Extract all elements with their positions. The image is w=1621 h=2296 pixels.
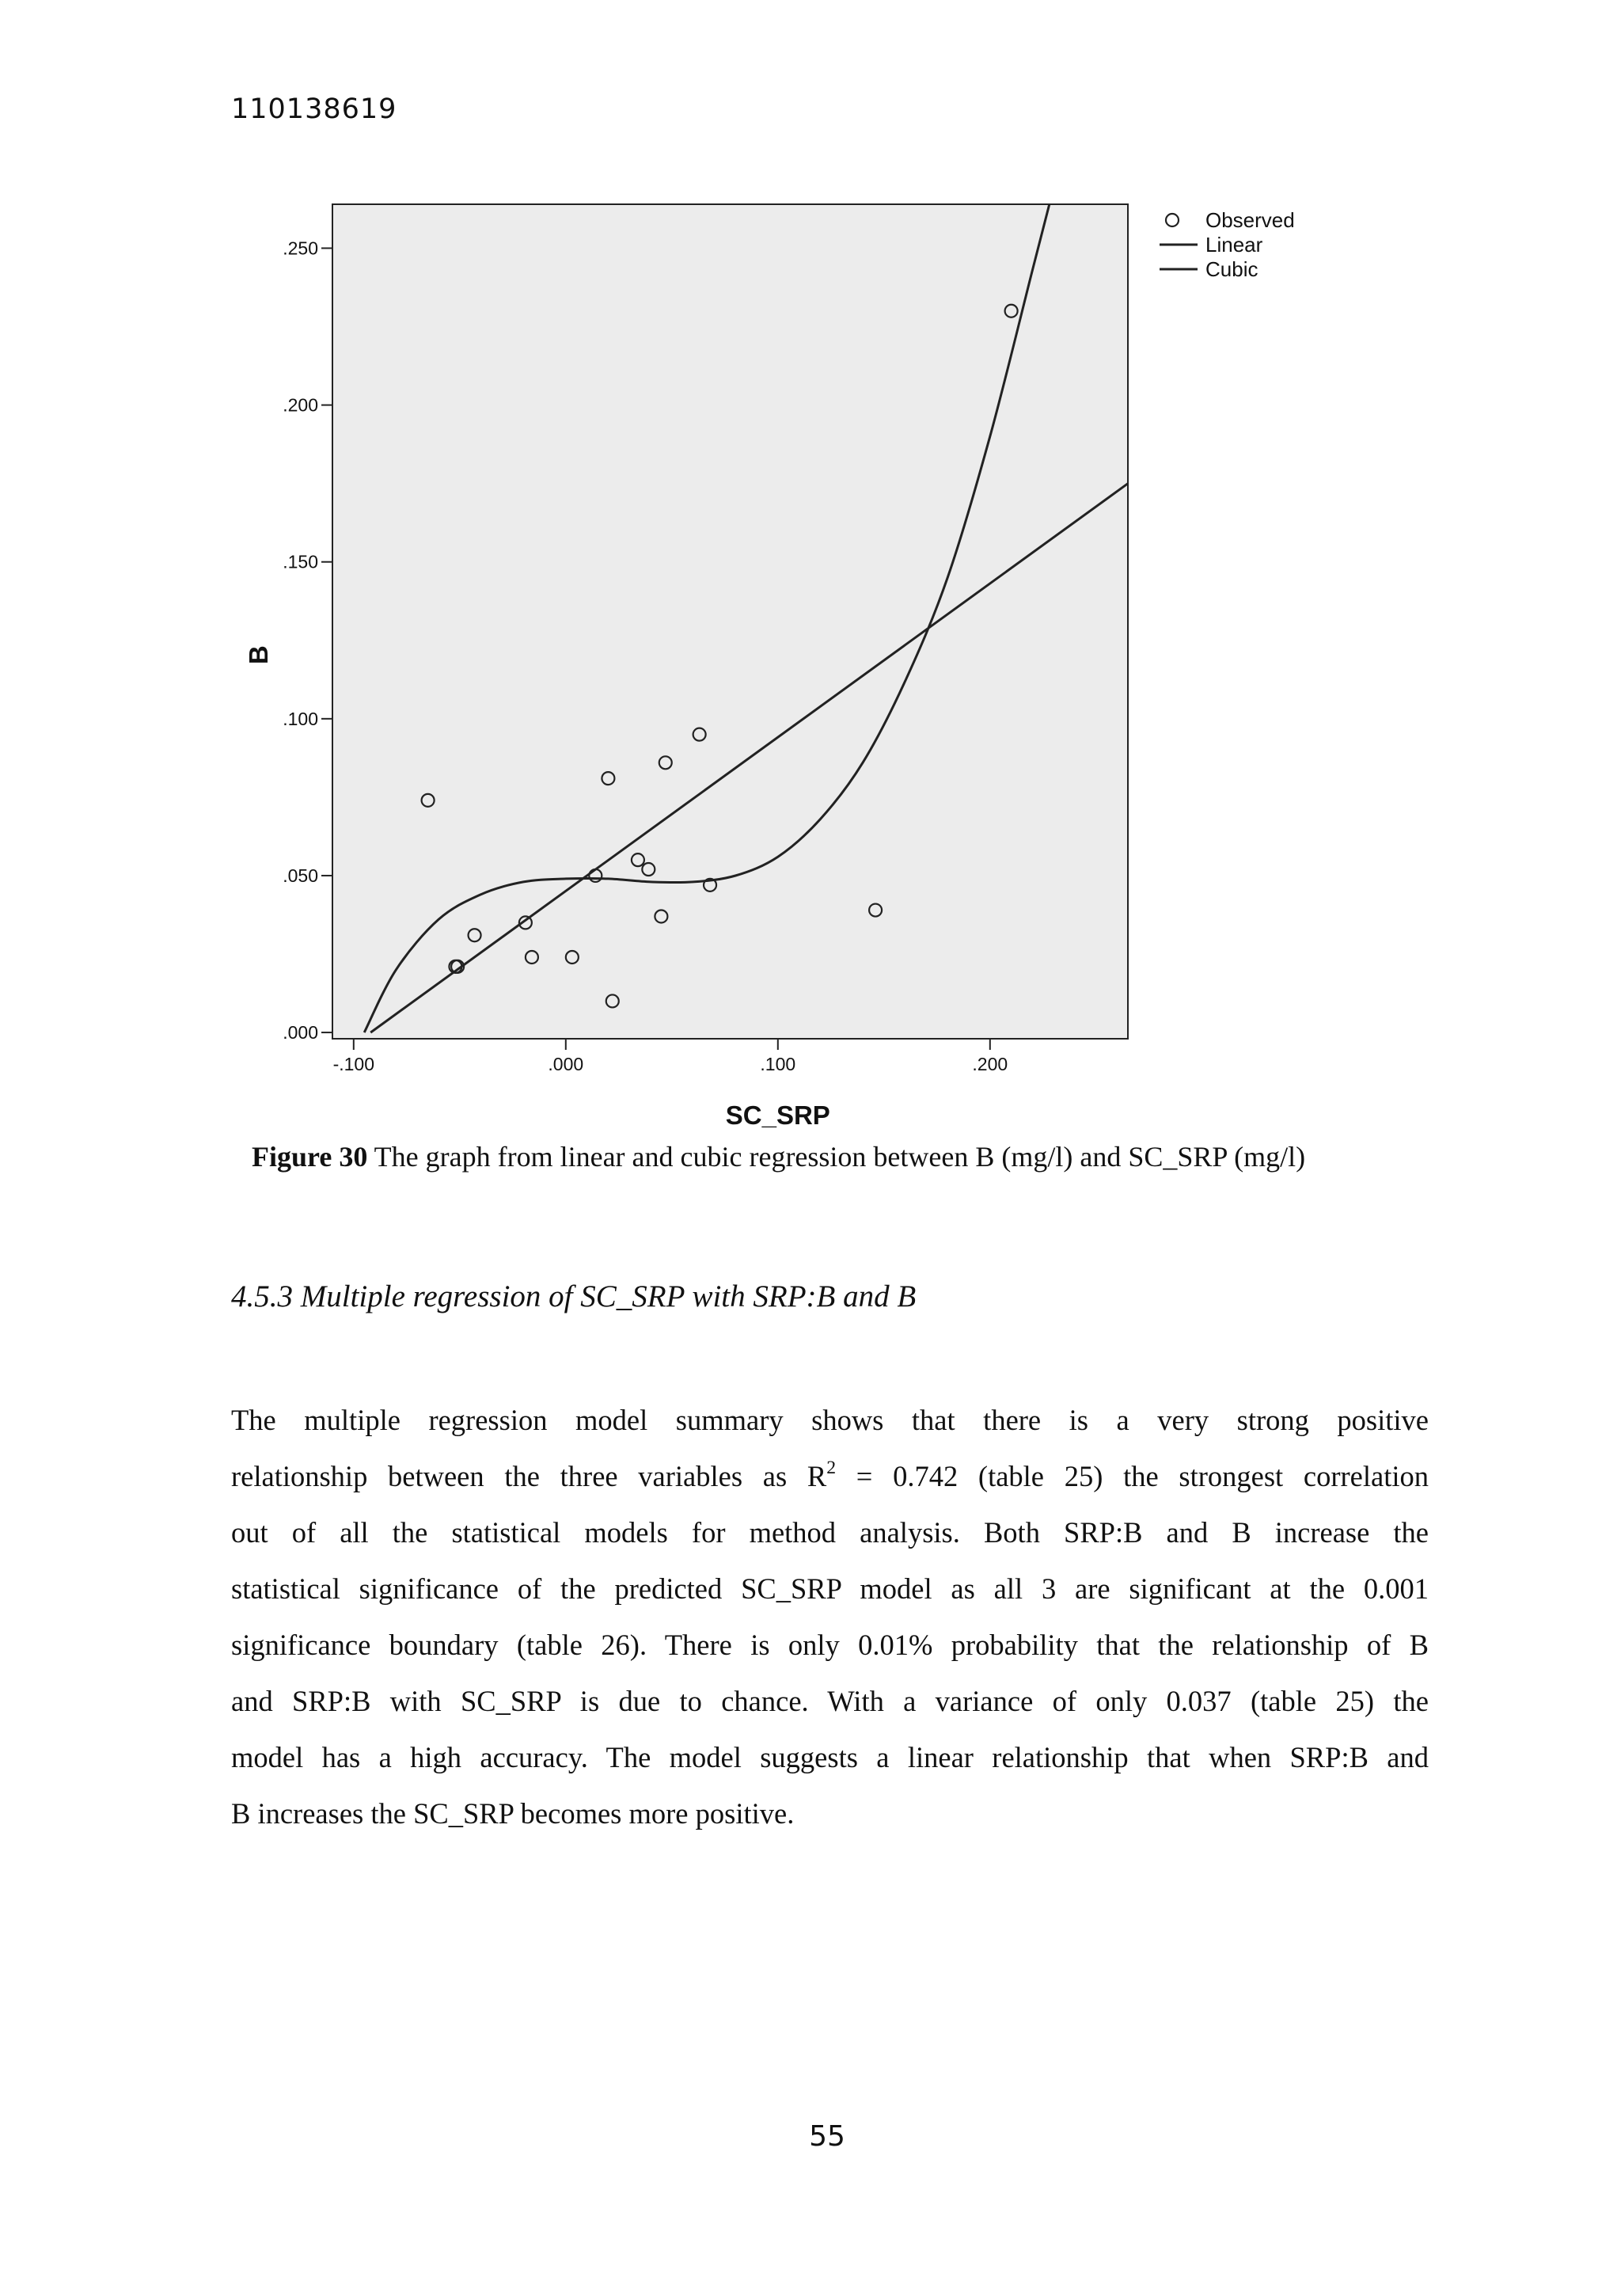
x-tick-label: .200	[972, 1054, 1008, 1074]
y-axis-title: B	[244, 645, 273, 665]
body-line: The multiple regression model summary shows that there is a very strong positive	[231, 1404, 1429, 1436]
page-number: 55	[809, 2120, 845, 2153]
legend-label: Observed	[1205, 208, 1295, 232]
figure-caption-text: The graph from linear and cubic regression between B (mg/l) and SC_SRP (mg/l)	[367, 1141, 1306, 1173]
body-text: = 0.742 (table 25) the strongest correlation	[836, 1460, 1429, 1492]
legend-observed-marker	[1166, 214, 1179, 226]
plot-area	[332, 204, 1128, 1039]
x-tick-label: .100	[760, 1054, 796, 1074]
y-tick-label: .050	[283, 865, 318, 886]
body-line	[231, 1448, 1429, 1504]
body-line: out of all the statistical models for method analysis. Both SRP:B and B increase the	[231, 1516, 1429, 1549]
body-paragraph	[231, 1392, 1429, 1842]
body-line: and SRP:B with SC_SRP is due to chance. With a variance of only 0.037 (table 25) the	[231, 1685, 1429, 1717]
body-line: B increases the SC_SRP becomes more positive.	[231, 1797, 795, 1830]
x-tick-label: -.100	[332, 1054, 375, 1074]
body-line: significance boundary (table 26). There is only 0.01% probability that the relationship of B	[231, 1629, 1429, 1661]
figure-caption	[252, 1140, 1439, 1173]
legend-label: Linear	[1205, 233, 1263, 257]
y-tick-label: .000	[283, 1022, 318, 1043]
figure-label: Figure 30	[252, 1141, 368, 1173]
body-line: statistical significance of the predicted SC_SRP model as all 3 are significant at the 0.001	[231, 1572, 1429, 1605]
legend-label: Cubic	[1205, 257, 1258, 281]
y-tick-label: .250	[283, 238, 318, 259]
regression-chart	[0, 0, 1621, 1140]
legend	[1160, 208, 1295, 281]
y-tick-label: .200	[283, 394, 318, 416]
y-tick-label: .100	[283, 708, 318, 729]
y-tick-label: .150	[283, 551, 318, 572]
x-tick-label: .000	[548, 1054, 584, 1074]
body-line: model has a high accuracy. The model suggests a linear relationship that when SRP:B and	[231, 1741, 1429, 1773]
body-text: relationship between the three variables as R	[231, 1460, 827, 1492]
document-id: 110138619	[231, 93, 397, 125]
section-heading: 4.5.3 Multiple regression of SC_SRP with SRP:B and B	[231, 1279, 917, 1313]
superscript: 2	[826, 1458, 837, 1479]
x-axis-title: SC_SRP	[725, 1100, 830, 1130]
